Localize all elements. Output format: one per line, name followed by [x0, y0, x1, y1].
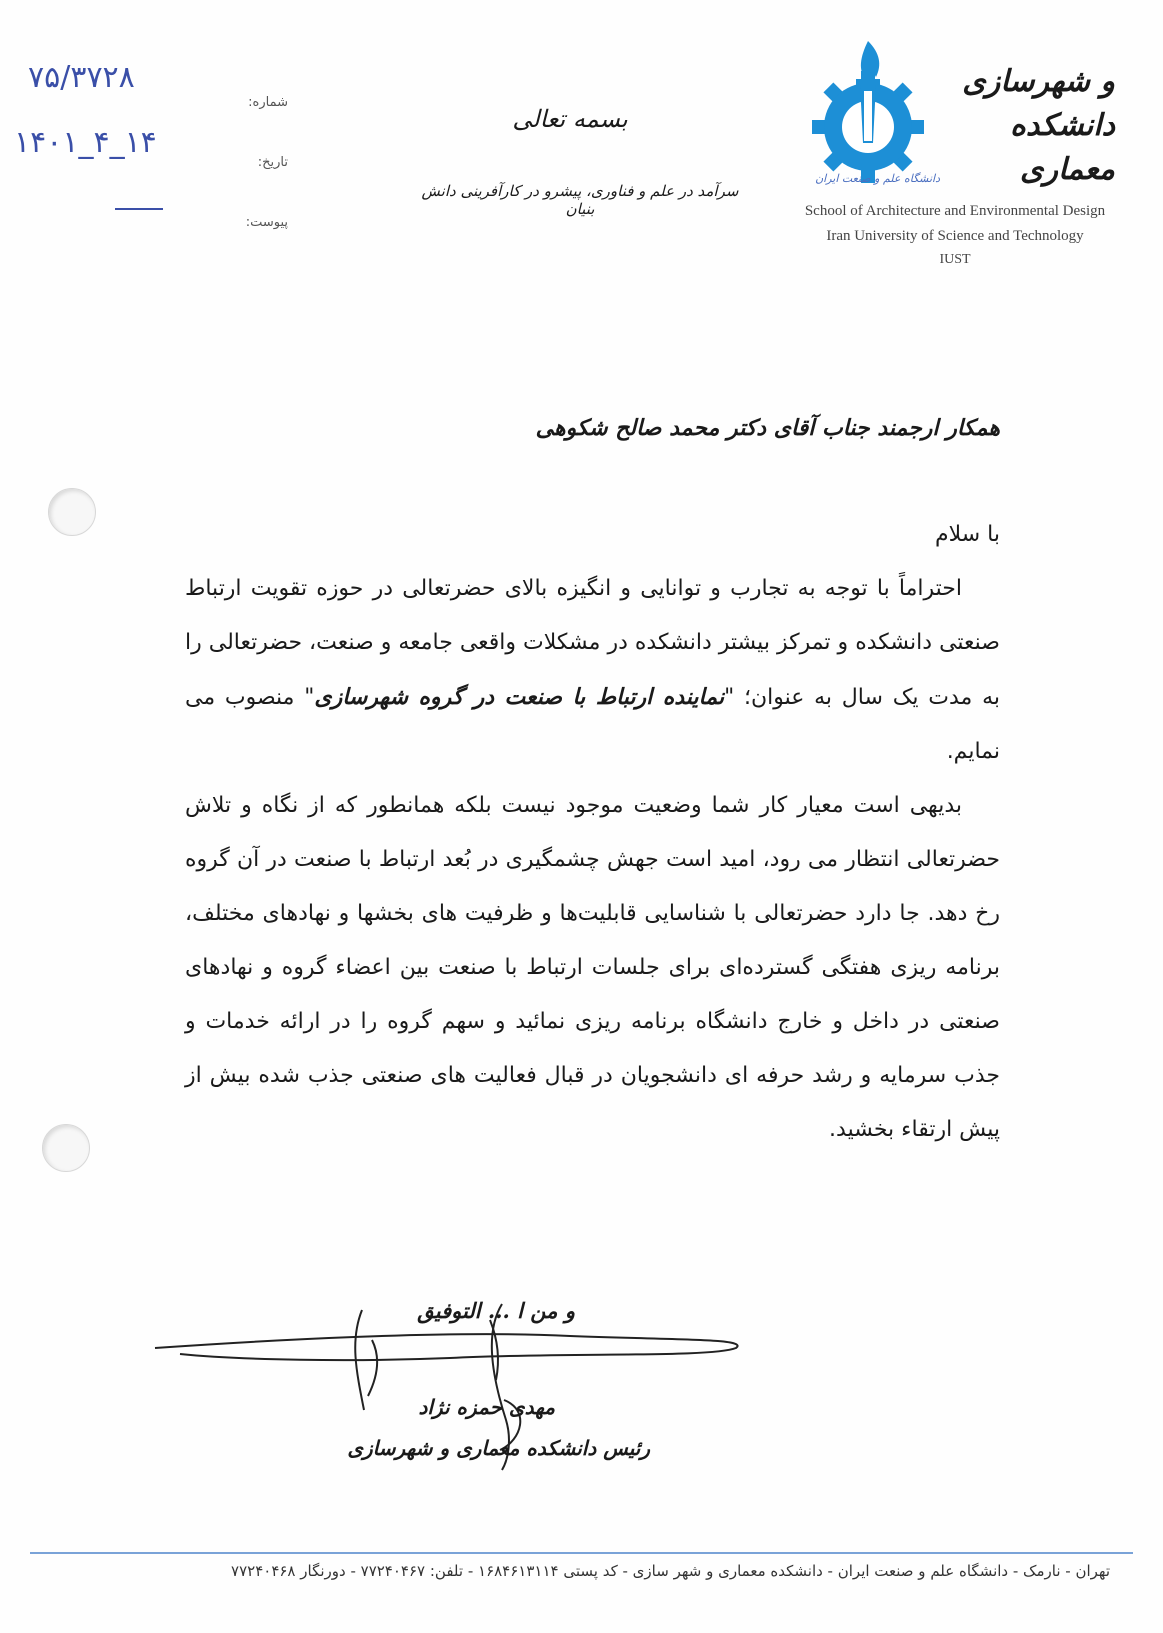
- punch-hole-bottom: [42, 1124, 90, 1172]
- faculty-name-line-2: و شهرسازی: [962, 64, 1115, 99]
- faculty-name-en: School of Architecture and Environmental Design: [804, 203, 1106, 219]
- greeting: با سلام: [934, 522, 1000, 547]
- date-label: تاریخ:: [257, 155, 288, 170]
- closing-phrase: و من ا ... التوفیق: [417, 1298, 575, 1323]
- paragraph-1-part-1: احتراماً با توجه به تجارب و توانایی و انگیزه بالای حضرتعالی در حوزه تقویت ارتباط صنعتی دانشکده و تمرکز بیشتر دانشکده در مشکلات واقعی جامعه و صنعت، حضرتعالی را به مدت یک سال به عنوان؛ ": [185, 576, 1000, 710]
- signer-title: رئیس دانشکده معماری و شهرسازی: [347, 1436, 650, 1460]
- logo-caption: دانشگاه علم و صنعت ایران: [815, 172, 940, 185]
- handwritten-letter-date: ۱۴۰۱_۴_۱۴: [14, 125, 157, 160]
- appointment-title: نماینده ارتباط با صنعت در گروه شهرسازی: [314, 684, 725, 710]
- faculty-name-line-1: دانشکده معماری: [1010, 108, 1115, 187]
- paragraph-2: بدیهی است معیار کار شما وضعیت موجود نیست بلکه همانطور که از نگاه و تلاش حضرتعالی انتظار می رود، امید است جهش چشمگیری در بُعد ارتباط با صنعت در آن گروه رخ دهد. جا دارد حضرتعالی با شناسایی قابلیت‌ها و ظرفیت های بخشها و نهادهای مختلف، برنامه ریزی هفتگی گسترده‌ای برای جلسات ارتباط با صنعت بین اعضاء گروه و نهادهای صنعتی در داخل و خارج دانشگاه برنامه ریزی نمائید و سهم گروه را در ارائه خدمات و جذب سرمایه و رشد حرفه ای دانشجویان در قبال فعالیت های صنعتی جذب شده بیش از پیش ارتقاء بخشید.: [185, 793, 1000, 1142]
- handwritten-letter-number: ۷۵/۳۷۲۸: [28, 60, 135, 95]
- paragraph-1-part-2: " منصوب می نمایم.: [185, 685, 1000, 764]
- footer-divider: [30, 1552, 1133, 1554]
- university-name-en: Iran University of Science and Technology: [826, 228, 1084, 244]
- paragraph-1: [185, 562, 1000, 779]
- letter-body: [185, 508, 1000, 1157]
- footer-address: تهران - نارمک - دانشگاه علم و صنعت ایران - دانشکده معماری و شهر سازی - کد پستی ۱۶۸۴۶۱۳۱۱۴ - تلفن: ۷۷۲۴۰۴۶۷ - دورنگار ۷۷۲۴۰۴۶۸: [231, 1562, 1110, 1580]
- university-motto: سرآمد در علم و فناوری، پیشرو در کارآفرینی دانش بنیان: [421, 182, 739, 218]
- university-logo: [810, 35, 930, 195]
- faculty-name-fa: [940, 60, 1115, 192]
- invocation: بسمه تعالی: [512, 105, 628, 133]
- university-abbr: IUST: [939, 252, 971, 267]
- number-label: شماره:: [248, 95, 288, 110]
- handwritten-dash: [115, 208, 163, 210]
- punch-hole-top: [48, 488, 96, 536]
- attachment-label: پیوست:: [245, 215, 288, 230]
- iust-gear-torch-icon: [810, 35, 930, 195]
- signer-name: مهدی حمزه نژاد: [418, 1395, 555, 1419]
- addressee: همکار ارجمند جناب آقای دکتر محمد صالح شکوهی: [535, 415, 1000, 441]
